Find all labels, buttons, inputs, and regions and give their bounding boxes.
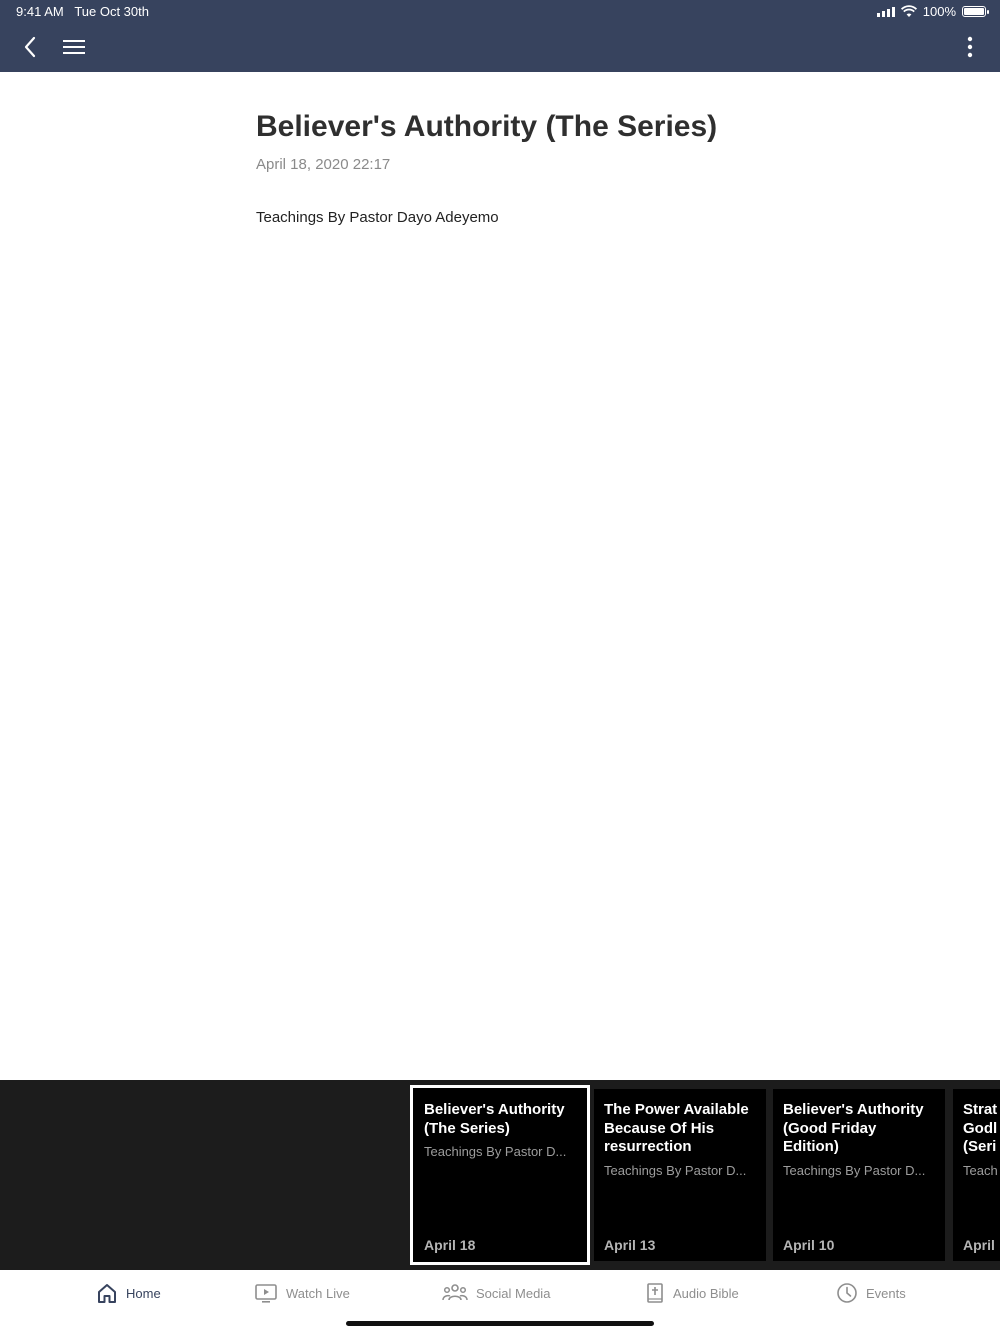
card-subtitle: Teachings By Pastor D... [604, 1162, 747, 1178]
card-subtitle: Teachings By Pastor D... [424, 1144, 567, 1159]
post-content [256, 108, 956, 226]
card-date: April [963, 1237, 995, 1253]
media-carousel[interactable] [0, 1080, 1000, 1270]
tab-social-media[interactable] [442, 1282, 550, 1304]
tab-watch-live[interactable] [254, 1282, 350, 1304]
wifi-icon [901, 6, 917, 18]
tab-label: Events [866, 1285, 906, 1301]
cellular-signal-icon [877, 6, 895, 17]
post-title: Believer's Authority (The Series) [256, 110, 718, 143]
card-subtitle: Teachings By Pastor D... [783, 1162, 926, 1178]
menu-button[interactable] [60, 32, 88, 62]
clock-icon [836, 1282, 858, 1304]
card-title: Believer's Authority (Good Friday Edition) [783, 1101, 924, 1155]
card-title: Strat Godl (Seri [963, 1101, 998, 1155]
card-title: The Power Available Because Of His resurrection [604, 1101, 749, 1155]
carousel-card-partial[interactable] [953, 1089, 1000, 1261]
battery-percentage: 100% [922, 4, 956, 19]
tab-label: Audio Bible [673, 1285, 739, 1301]
card-date: April 13 [604, 1237, 656, 1253]
battery-icon [962, 6, 986, 17]
status-indicators [877, 4, 986, 19]
back-button[interactable] [16, 32, 44, 62]
status-time [16, 4, 149, 19]
post-date: April 18, 2020 22:17 [256, 156, 391, 173]
chevron-left-icon [23, 36, 37, 58]
card-date: April 10 [783, 1237, 835, 1253]
status-clock: 9:41 AM [16, 4, 64, 19]
tab-home[interactable] [96, 1282, 161, 1304]
more-options-button[interactable] [958, 32, 982, 62]
home-indicator [346, 1321, 654, 1326]
post-body: Teachings By Pastor Dayo Adeyemo [256, 209, 499, 226]
card-date: April 18 [424, 1237, 476, 1253]
tv-play-icon [254, 1282, 278, 1304]
tab-events[interactable] [836, 1282, 906, 1304]
card-subtitle: Teach [963, 1162, 998, 1178]
carousel-card[interactable] [410, 1085, 590, 1265]
more-vertical-icon [967, 36, 973, 58]
people-icon [442, 1282, 468, 1304]
home-icon [96, 1282, 118, 1304]
hamburger-menu-icon [62, 38, 86, 56]
card-title: Believer's Authority (The Series) [424, 1101, 565, 1137]
tab-label: Social Media [476, 1285, 551, 1301]
tab-audio-bible[interactable] [645, 1282, 739, 1304]
carousel-card[interactable] [773, 1089, 945, 1261]
tab-label: Watch Live [286, 1285, 350, 1301]
tab-label: Home [126, 1285, 161, 1301]
carousel-card[interactable] [594, 1089, 766, 1261]
top-navigation-bar [0, 0, 1000, 72]
bible-icon [645, 1282, 665, 1304]
status-date: Tue Oct 30th [74, 4, 149, 19]
